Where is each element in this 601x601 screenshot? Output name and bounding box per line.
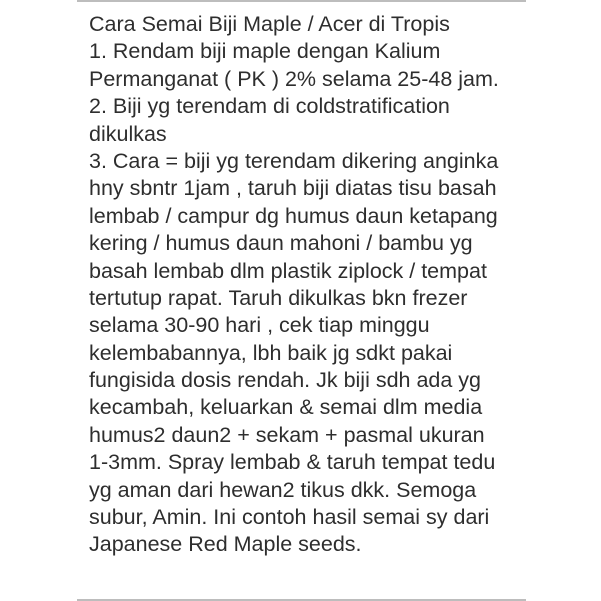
- note-line: 3. Cara = biji yg terendam dikering anginka: [89, 148, 499, 173]
- note-line: kering / humus daun mahoni / bambu yg: [89, 231, 473, 256]
- note-line: 1-3mm. Spray lembab & taruh tempat tedu: [89, 450, 496, 475]
- note-line: basah lembab dlm plastik ziplock / tempat: [89, 258, 487, 283]
- top-divider: [77, 0, 526, 2]
- note-line: 1. Rendam biji maple dengan Kalium: [89, 39, 441, 64]
- note-line: 2. Biji yg terendam di coldstratification: [89, 94, 450, 119]
- note-card: [77, 0, 526, 601]
- note-line: dikulkas: [89, 121, 167, 146]
- note-line: hny sbntr 1jam , taruh biji diatas tisu basah: [89, 176, 497, 201]
- note-line: selama 30-90 hari , cek tiap minggu: [89, 313, 430, 338]
- note-line: kecambah, keluarkan & semai dlm media: [89, 395, 483, 420]
- note-line: lembab / campur dg humus daun ketapang: [89, 203, 498, 228]
- note-line: subur, Amin. Ini contoh hasil semai sy dari: [89, 505, 490, 530]
- note-line: yg aman dari hewan2 tikus dkk. Semoga: [89, 477, 477, 502]
- note-line: kelembabannya, lbh baik jg sdkt pakai: [89, 340, 453, 365]
- note-title: Cara Semai Biji Maple / Acer di Tropis: [89, 12, 450, 36]
- note-text: [89, 11, 526, 559]
- note-line: Permanganat ( PK ) 2% selama 25-48 jam.: [89, 66, 499, 91]
- note-line: tertutup rapat. Taruh dikulkas bkn frezer: [89, 285, 468, 310]
- note-line: humus2 daun2 + sekam + pasmal ukuran: [89, 422, 485, 447]
- note-line: fungisida dosis rendah. Jk biji sdh ada yg: [89, 368, 482, 393]
- note-line: Japanese Red Maple seeds.: [89, 532, 362, 557]
